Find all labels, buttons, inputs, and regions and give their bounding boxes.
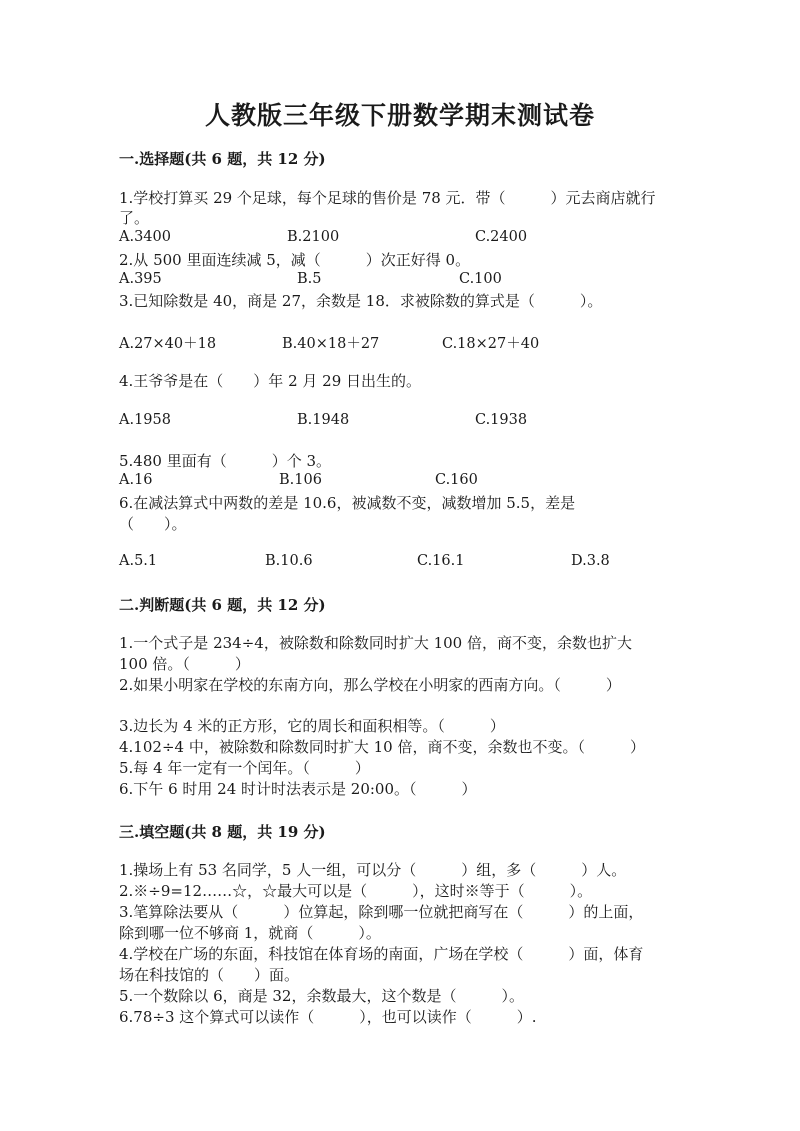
question-text: 3.已知除数是 40，商是 27，余数是 18．求被除数的算式是（ ）。 [119,292,603,310]
answer-option: B.1948 [297,412,350,428]
answer-option: D.3.8 [571,553,610,569]
answer-option: B.5 [297,271,322,287]
answer-option: C.16.1 [417,553,465,569]
question-text: 3.边长为 4 米的正方形，它的周长和面积相等。（ ） [119,717,505,735]
section-heading: 一.选择题(共 6 题，共 12 分) [119,150,326,168]
option-row [119,472,739,492]
answer-option: B.2100 [287,229,340,245]
option-row [119,332,739,352]
page-title: 人教版三年级下册数学期末测试卷 [204,101,595,130]
answer-option: C.160 [435,472,478,488]
question-text: 5.一个数除以 6，商是 32，余数最大，这个数是（ ）。 [119,987,524,1005]
option-row [119,271,739,291]
question-text: 1.学校打算买 29 个足球，每个足球的售价是 78 元．带（ ）元去商店就行 [119,189,656,207]
question-text: 2.从 500 里面连续减 5，减（ ）次正好得 0。 [119,251,471,269]
option-row [119,229,739,249]
answer-option: A.5.1 [119,553,158,569]
option-row [119,553,739,573]
answer-option: A.395 [119,271,162,287]
question-text: 除到哪一位不够商 1，就商（ ）。 [119,924,381,942]
question-text: 4.102÷4 中，被除数和除数同时扩大 10 倍，商不变，余数也不变。（ ） [119,738,645,756]
answer-option: B.106 [279,472,322,488]
question-text: 5.480 里面有（ ）个 3。 [119,452,332,470]
question-text: 6.在减法算式中两数的差是 10.6，被减数不变，减数增加 5.5，差是 [119,494,576,512]
question-text: 4.学校在广场的东面，科技馆在体育场的南面，广场在学校（ ）面，体育 [119,945,644,963]
answer-option: C.2400 [475,229,528,245]
question-text: 了。 [119,209,150,227]
answer-option: A.16 [119,472,153,488]
question-text: 3.笔算除法要从（ ）位算起，除到哪一位就把商写在（ ）的上面， [119,903,644,921]
question-text: 1.操场上有 53 名同学，5 人一组，可以分（ ）组，多（ ）人。 [119,861,627,879]
answer-option: B.40×18＋27 [282,336,380,352]
answer-option: A.27×40＋18 [119,336,217,352]
answer-option: C.1938 [475,412,528,428]
question-text: 100 倍。（ ） [119,655,250,673]
answer-option: B.10.6 [265,553,313,569]
answer-option: C.18×27＋40 [442,336,540,352]
answer-option: A.3400 [119,229,171,245]
question-text: 1.一个式子是 234÷4，被除数和除数同时扩大 100 倍，商不变，余数也扩大 [119,634,632,652]
option-row [119,412,739,432]
question-text: 6.下午 6 时用 24 时计时法表示是 20:00。（ ） [119,780,477,798]
question-text: 4.王爷爷是在（ ）年 2 月 29 日出生的。 [119,372,422,390]
answer-option: C.100 [459,271,502,287]
section-heading: 三.填空题(共 8 题，共 19 分) [119,823,326,841]
question-text: 6.78÷3 这个算式可以读作（ ），也可以读作（ ）. [119,1008,537,1026]
question-text: 2.※÷9=12……☆，☆最大可以是（ ），这时※等于（ ）。 [119,882,593,900]
question-text: （ ）。 [119,515,187,533]
question-text: 场在科技馆的（ ）面。 [119,966,300,984]
question-text: 5.每 4 年一定有一个闰年。（ ） [119,759,370,777]
answer-option: A.1958 [119,412,171,428]
question-text: 2.如果小明家在学校的东南方向，那么学校在小明家的西南方向。（ ） [119,676,621,694]
section-heading: 二.判断题(共 6 题，共 12 分) [119,596,326,614]
